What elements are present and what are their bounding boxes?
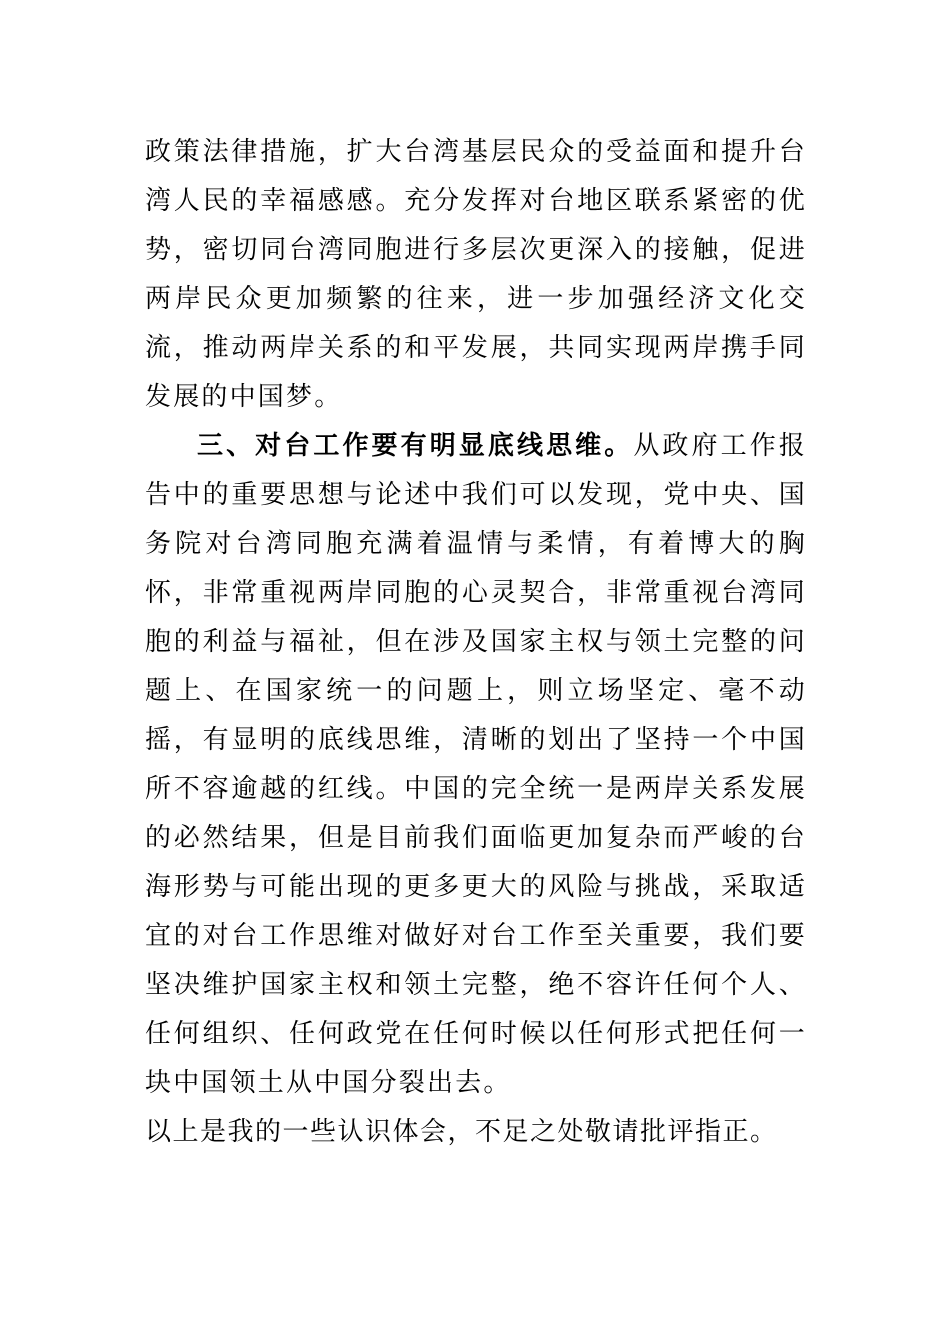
section-three-heading: 三、对台工作要有明显底线思维。 bbox=[197, 431, 634, 461]
document-body bbox=[145, 128, 807, 1157]
closing-remark: 以上是我的一些认识体会，不足之处敬请批评指正。 bbox=[145, 1117, 778, 1147]
section-three-paragraph bbox=[145, 422, 807, 1108]
paragraph-continued: 政策法律措施，扩大台湾基层民众的受益面和提升台湾人民的幸福感感。充分发挥对台地区联系紧密的优势，密切同台湾同胞进行多层次更深入的接触，促进两岸民众更加频繁的往来，进一步加强经济文化交流，推动两岸关系的和平发展，共同实现两岸携手同发展的中国梦。 bbox=[145, 137, 807, 412]
section-three-body: 从政府工作报告中的重要思想与论述中我们可以发现，党中央、国务院对台湾同胞充满着温情与柔情，有着博大的胸怀，非常重视两岸同胞的心灵契合，非常重视台湾同胞的利益与福祉，但在涉及国家主权与领土完整的问题上、在国家统一的问题上，则立场坚定、毫不动摇，有显明的底线思维，清晰的划出了坚持一个中国所不容逾越的红线。中国的完全统一是两岸关系发展的必然结果，但是目前我们面临更加复杂而严峻的台海形势与可能出现的更多更大的风险与挑战，采取适宜的对台工作思维对做好对台工作至关重要，我们要坚决维护国家主权和领土完整，绝不容许任何个人、任何组织、任何政党在任何时候以任何形式把任何一块中国领土从中国分裂出去。 bbox=[145, 431, 807, 1098]
